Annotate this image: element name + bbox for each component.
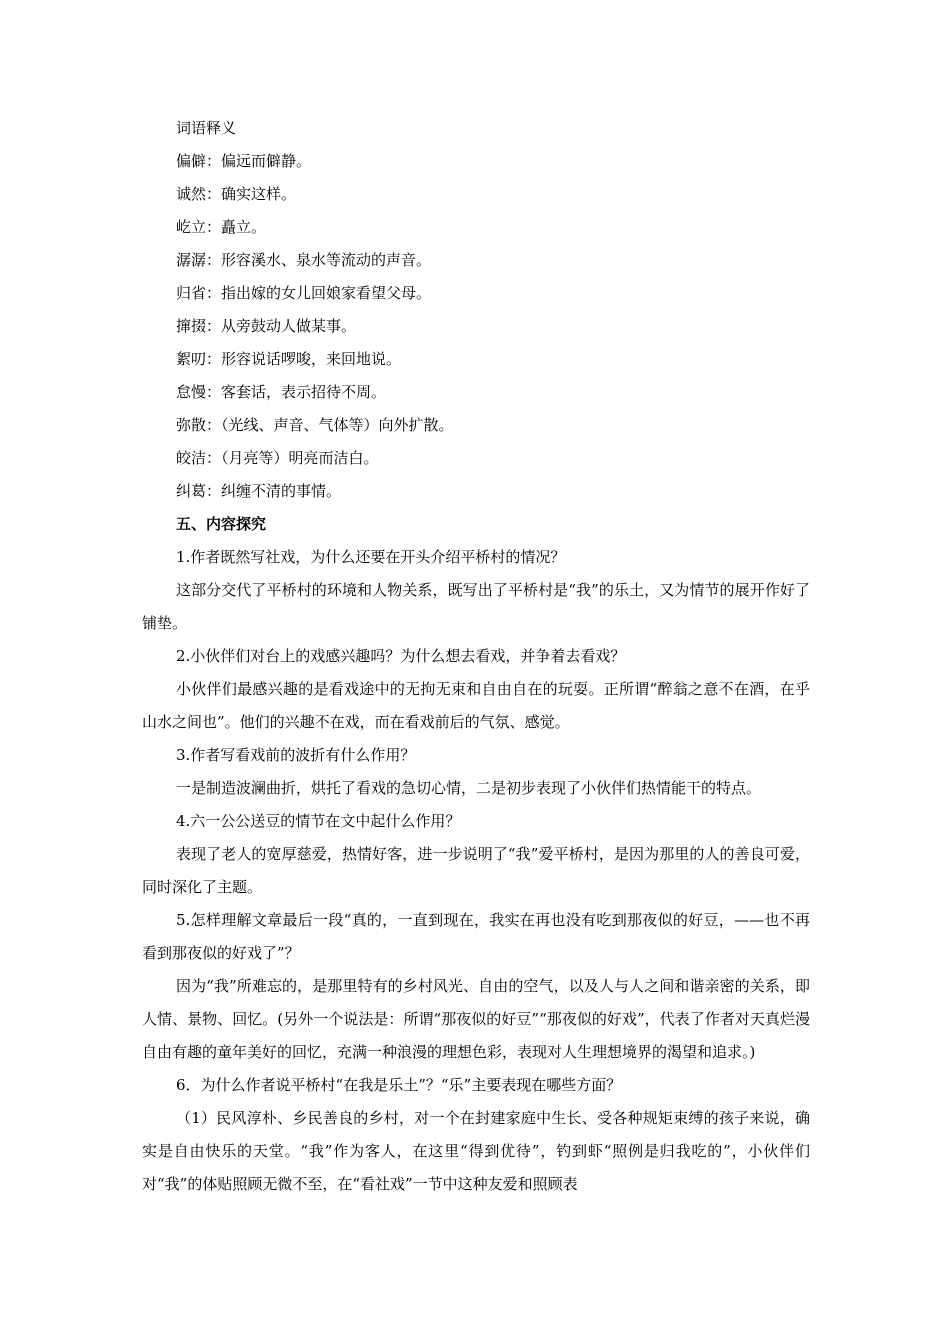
answer-2: 小伙伴们最感兴趣的是看戏途中的无拘无束和自由自在的玩耍。正所谓“醉翁之意不在酒，在乎山水之间也”。他们的兴趣不在戏，而在看戏前后的气氛、感觉。 — [142, 680, 810, 731]
question-2: 2.小伙伴们对台上的戏感兴趣吗？为什么想去看戏，并争着去看戏？ — [176, 647, 626, 665]
question-6: 6．为什么作者说平桥村“在我是乐土”？“乐”主要表现在哪些方面？ — [176, 1076, 622, 1094]
glossary-entry: 偏僻：偏远而僻静。 — [176, 152, 312, 170]
glossary-entry: 皎洁：（月亮等）明亮而洁白。 — [176, 449, 379, 467]
question-5: 5.怎样理解文章最后一段“真的，一直到现在，我实在再也没有吃到那夜似的好豆，——也不再看到那夜似的好戏了”？ — [142, 911, 810, 962]
glossary-entry: 撺掇：从旁鼓动人做某事。 — [176, 317, 357, 335]
question-1: 1.作者既然写社戏，为什么还要在开头介绍平桥村的情况？ — [176, 548, 566, 566]
question-3: 3.作者写看戏前的波折有什么作用？ — [176, 746, 416, 764]
glossary-entry: 怠慢：客套话，表示招待不周。 — [176, 383, 387, 401]
answer-3: 一是制造波澜曲折，烘托了看戏的急切心情，二是初步表现了小伙伴们热情能干的特点。 — [176, 779, 762, 797]
answer-6: （1）民风淳朴、乡民善良的乡村，对一个在封建家庭中生长、受各种规矩束缚的孩子来说，确实是自由快乐的天堂。“我”作为客人，在这里“得到优待”，钓到虾“照例是归我吃的”，小伙伴们对“我”的体贴照顾无微不至，在“看社戏”一节中这种友爱和照顾表 — [142, 1109, 810, 1193]
glossary-entry: 诚然：确实这样。 — [176, 185, 297, 203]
glossary-entry: 弥散：（光线、声音、气体等）向外扩散。 — [176, 416, 454, 434]
glossary-title: 词语释义 — [176, 119, 237, 137]
question-4: 4.六一公公送豆的情节在文中起什么作用？ — [176, 812, 461, 830]
document-content — [142, 112, 810, 1201]
glossary-entry: 潺潺：形容溪水、泉水等流动的声音。 — [176, 251, 432, 269]
section-heading: 五、内容探究 — [176, 515, 267, 533]
glossary-entry: 纠葛：纠缠不清的事情。 — [176, 482, 342, 500]
glossary-entry: 归省：指出嫁的女儿回娘家看望父母。 — [176, 284, 432, 302]
glossary-entry: 絮叨：形容说话啰唆，来回地说。 — [176, 350, 402, 368]
answer-1: 这部分交代了平桥村的环境和人物关系，既写出了平桥村是“我”的乐土，又为情节的展开作好了铺垫。 — [142, 581, 810, 632]
answer-5: 因为“我”所难忘的，是那里特有的乡村风光、自由的空气，以及人与人之间和谐亲密的关系，即人情、景物、回忆。(另外一个说法是：所谓“那夜似的好豆”“那夜似的好戏”，代表了作者对天真烂漫自由有趣的童年美好的回忆，充满一种浪漫的理想色彩，表现对人生理想境界的渴望和追求。) — [142, 977, 810, 1061]
glossary-entry: 屹立：矗立。 — [176, 218, 267, 236]
answer-4: 表现了老人的宽厚慈爱，热情好客，进一步说明了“我”爱平桥村，是因为那里的人的善良可爱，同时深化了主题。 — [142, 845, 810, 896]
